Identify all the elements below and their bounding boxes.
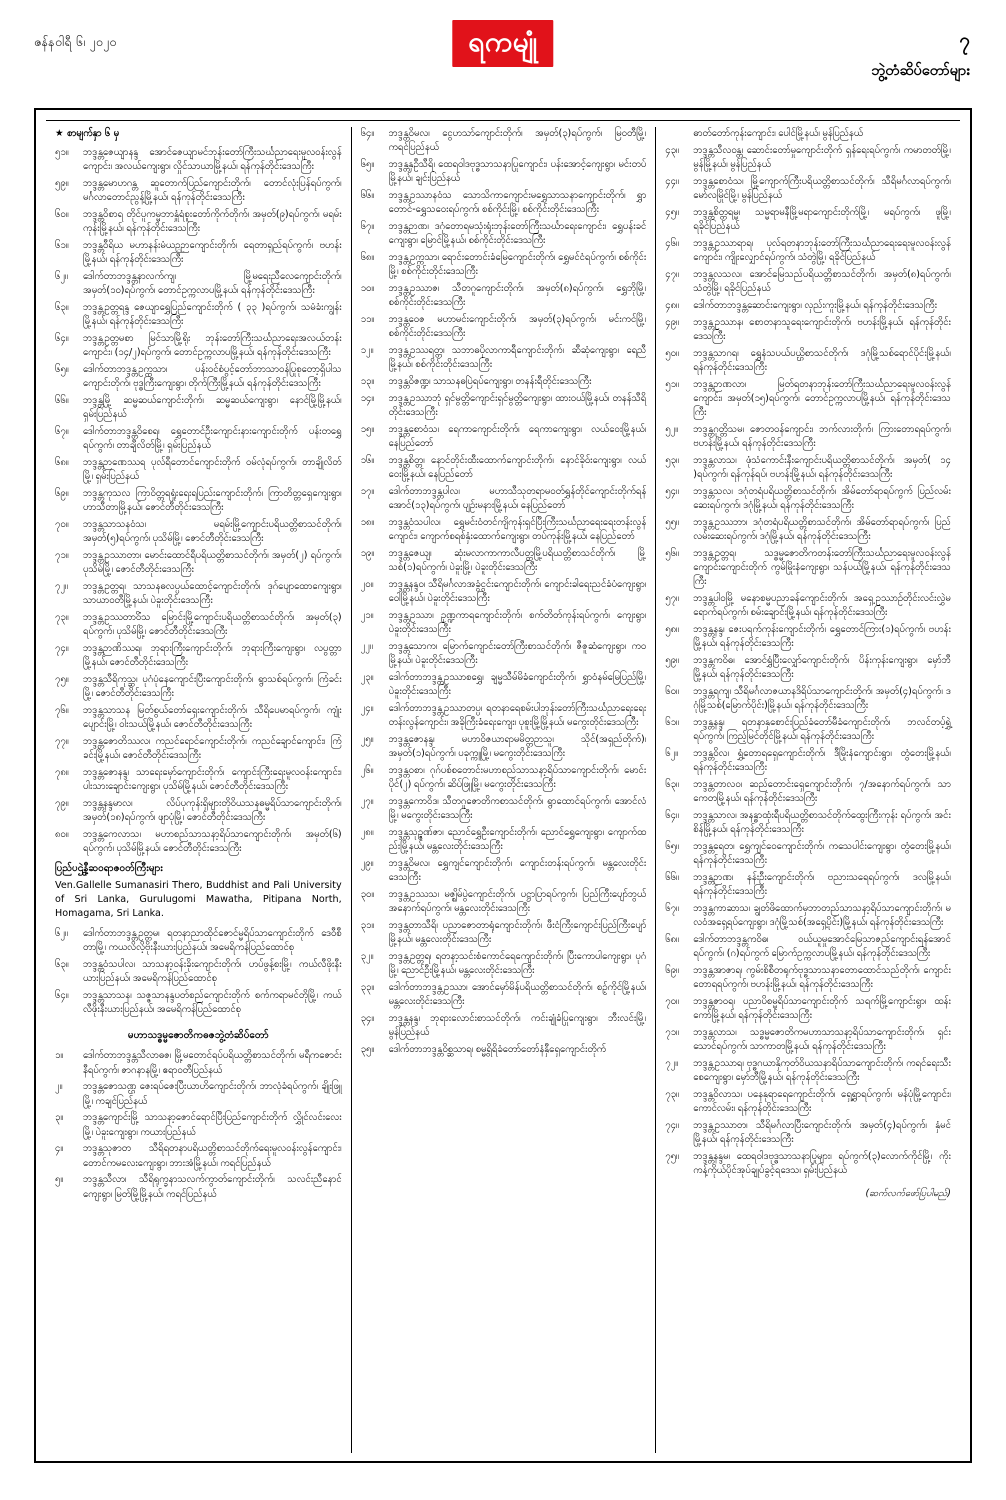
list-item: ၇၅။ ဘဒ္ဒန္တသီရိကုသ္ဆ၊ ပုဂံပုံနေကျောင်းပြီးကျောင်းတိုက်၊ ရွာသစ်ရပ်ကွက်၊ ကြံခင်းမြို့၊ ဇောင်တီတိုင်းဒေသကြီး [55, 673, 342, 699]
list-item: ၂၇။ ဘဒ္ဒန္တကောဝိဒ၊ သီတဂူဇောတိကစာသင်တိုက်၊ ရွာထောင်ရပ်ကွက်၊ အောင်လံမြို့၊ မကွေးတိုင်းဒေသကြီး [360, 795, 647, 821]
list-item: ၅၃။ ဘဒ္ဒန္တလာသ၊ ဖုံသံကောင်းနီးကျောင်းပရိယတ္တိစာသင်တိုက်၊ အမှတ်( ၁၄ )ရပ်ကွက်၊ ရန်ကုန်ရပ်၊ ဗဟန်းမြို့နယ်၊ ရန်ကုန်တိုင်းဒေသကြီး [665, 454, 951, 480]
overseas-monk-address: Ven.Gallelle Sumanasiri Thero, Buddhist and Pali University of Sri Lanka, Gurulugomi Mawatha, Pitipana North, Homagama, Sri Lanka. [55, 880, 342, 919]
list-item: ၅၄။ ဘဒ္ဒန္တသလ၊ ဒဂုံတရံပရိယတ္တိစာသင်တိုက်၊ အိမ်တော်ရာရပ်ကွက် ပြည်လမ်းဆေးရပ်ကွက်၊ ဒဂုံမြို့နယ်၊ ရန်ကုန်တိုင်းဒေသကြီး [665, 485, 951, 511]
list-item: ၇၃။ ဘဒ္ဒန္တဝိလာသ၊ ပနေနုရာရေကျောင်းတိုက်၊ ရှေ့ရွှာရပ်ကွက်၊ မန်ပုံမြို့ကျောင်း၊ ကောင်လမ်း၊ ရန်ကုန်တိုင်းဒေသကြီး [665, 1089, 951, 1115]
list-item: ၁၉။ ဘဒ္ဒန္တဇေယျ၊ ဆုံးမလာကာကာလီပတ္တမြို့ပရိယတ္တိစာသင်တိုက်၊ မြို့သစ်(၁)ရပ်ကွက်၊ ပဲခူးမြို့၊ ပဲခူးတိုင်းဒေသကြီး [360, 547, 647, 573]
list-item: ၅။ ဘဒ္ဒန္တသီလာ၊ သီရိရုက္ခနာသလက်ကွာတ်ကျောင်းတိုက်၊ သလင်းညီနောင်ကျေးရွာ၊ မြတ်မြို့မြို့နယ်၊ ကရင်ပြည်နယ် [55, 1174, 342, 1200]
list-item: ၇၁။ ဘဒ္ဒန္တဥဿာတာ၊ မောင်းထောင်ရီပရိယတ္တိစာသင်တိုက်၊ အမှတ်(၂) ရပ်ကွက်၊ ပုသိမ်မြို့၊ ဇောင်တီတိုင်းဒေသကြီး [55, 549, 342, 575]
list-item: ၆၀။ ဘဒ္ဒန္တရကျ၊ သီရိမင်္ဂလာဇယာနဒိရိပ်သာကျောင်းတိုက်၊ အမှတ်(၄)ရပ်ကွက်၊ ဒဂုံမြို့သစ်(မြောက်ပိုင်း)မြို့နယ်၊ ရန်ကုန်တိုင်းဒေသကြီး [665, 686, 951, 712]
list-item: ၅၁။ ဘဒ္ဒန္တဇေယျာနန္ဒ အောင်ဇေယျာမင်ဘုန်းတော်ကြီးသင်္ဃညာရေးမူလဝန်းလွန်ကျောင်း၊ အလယ်ကျေးရွာ၊ လှိုင်သာယာမြို့နယ်၊ ရန်ကုန်တိုင်းဒေသကြီး [55, 146, 342, 172]
list-item: ၇၄။ ဘဒ္ဒန္တဉာဏိဿရ၊ ဘုရားကြီးကျောင်းတိုက်၊ ဘုရားကြီးကျေးရွာ၊ လပွတ္တာမြို့နယ်၊ ဇောင်တီတိုင်းဒေသကြီး [55, 642, 342, 668]
list-item: ၂၈။ ဘဒ္ဒန္တသုဉ္ဇဏ်ဇာ၊ ညောင်ရွှေဦးကျောင်းတိုက်၊ ညောင်ရွှေကျေးရွာ၊ ကျောက်ထည်းမြို့နယ်၊ မန္တလေးတိုင်းဒေသကြီး [360, 826, 647, 852]
list-item: ၆၈။ ဘဒ္ဒန္တဉာဏေဿရ ပုလ်ရီတောင်ကျောင်းတိုက် ဝမ်လုံရပ်ကွက်၊ တာချိုလိတ်မြို့၊ ရှမ်းပြည်နယ် [55, 456, 342, 482]
article-frame [34, 108, 972, 1463]
list-item: ၃။ ဘဒ္ဒန္တကျောင်းမြို့ သာသနာ့ဇောင်ရောင်ပြီးပြည်ကျောင်းတိုက် လွှိုင်လင်းလေးမြို့၊ ပဲခူးကျေးရွာ၊ ကယားပြည်နယ် [55, 1112, 342, 1138]
list-item: ၆၁။ ဘဒ္ဒန္တဝီရိယ မဟာနန်းမံယဉ္ဉာကျောင်းတိုက်၊ ရေတာရှည်ရပ်ကွက်၊ ဗဟန်းမြို့နယ်၊ ရန်ကုန်တိုင်းဒေသကြီး [55, 239, 342, 265]
list-item: ဓာတ်တော်ကုန်းကျောင်း၊ ပေါင်မြို့နယ်၊ မွန်ပြည်နယ် [693, 128, 864, 139]
list-item: ၇၃။ ဘဒ္ဒန္တဥဿတာဝိံသ မြောင်းမြို့ကျောင်းပရိယတ္တိစာသင်တိုက်၊ အမှတ်(၃) ရပ်ကွက်၊ ပုသိမ်မြို့၊ ဇောင်တီတိုင်းဒေသကြီး [55, 611, 342, 637]
list-item: ၇၂။ ဘဒ္ဒန္တဥဿာရ၊ ဗုဒ္ဓဂယာနှိကုတ်ဝိယသနာရိပ်သာကျောင်းတိုက်၊ ကရင်ရေးသီးစေကျေးရွာ၊ မှော်ဘီမြို့နယ်၊ ရန်ကုန်တိုင်းဒေသကြီး [665, 1058, 951, 1084]
list-item: ၁၃။ ဘဒ္ဒန္တဝိဇဏ္ဍ၊ သာသနဓပြဲရပ်ကျေးရွာ၊ တနန်းရီတိုင်းဒေသကြီး [360, 376, 592, 387]
list-item: ၂၃။ ဒေါက်တာဘဒ္ဒန္တဥဿာစရွှေ၊ ချမ္မသီမ်မိခံကျောင်းတိုက်၊ ရွှာဝံနမ်မြေပြည်မြို့၊ ပဲခူးတိုင်းဒေသကြီး [360, 671, 647, 697]
list-item: ၆၈။ ဒေါက်တာဘဒ္ဒန္တကဝိဓ၊ ဝယ်ယူမှုအောင်မြေသာဇည်ကျောင်းရန်အောင်ရပ်ကွက်၊ (ဂ)ရပ်ကွက် မြောက်ဥက္ကလာပမြို့နယ်၊ ရန်ကုန်တိုင်းဒေသကြီး [665, 934, 951, 960]
newspaper-logo: ရကမျုံ [452, 20, 553, 67]
list-item: ၆၇။ ဒေါက်တာဘဒ္ဒန္တဝိစေရ၊ ရွှေတောင်ဦးကျောင်းနားကျောင်းတိုက် ပန်းတရွှေရပ်ကွက်၊ တာချီလိတ်မြို့၊ ရှမ်းပြည်နယ် [55, 425, 342, 451]
list-item: ၂။ ဘဒ္ဒန္တဇောသဏ္ဌ ဇေးရပ်ဇေးပြီးယာဟိကျောင်းတိုက်၊ ဘာလုံခံရပ်ကွက်၊ ချိုးဖြူမြို့၊ ကချင်ပြည်နယ် [55, 1081, 342, 1107]
list-item: ၄၅။ ဘဒ္ဒန္တစိတ္တရမ္မ၊ သမ္မရာမနီမြို့မရာကျောင်းတိုက်မြို့၊ မရပ်ကွက်၊ ဖူမြို့၊ ရခိုင်ပြည်နယ် [665, 206, 951, 232]
list-item: ၆၁။ ဘဒ္ဒန္တနန္ဒ၊ ရတနာနှစောင်းပြည်ခံတော်မီခံကျောင်းတိုက်၊ ဘလင်တပ့်ရွှဲ့ရပ်ကွက်၊ ကြည့်မြင်တိုင်မြို့နယ်၊ ရန်ကုန်တိုင်းဒေသကြီး [665, 717, 951, 743]
list-item: ၆၅။ ဒေါက်တာဘဒ္ဒန္တဥက္ကသာ၊ ပန်းဝင်စံပွင့်တော်ဘာသာဝန်ပြုစုတော့ရှိပါသကျောင်းတိုက်၊ ဗုဒ္ဓကြီးကျေးရွာ၊ တိုက်ကြီးမြို့နယ်၊ ရန်ကုန်တိုင်းဒေသကြီး [55, 363, 342, 389]
list-item: ၇၅။ ဘဒ္ဒန္တနန္ဒမ၊ ထေရဝါဒဗုဒ္ဓသာသနာပြုများ၊ ရပ်ကွက်(၃)လောက်ကိုင်မြို့၊ ကိုးကန့်ကိုယ်ပိုင်အုပ်ချုပ်ခွင့်ရဒေသ၊ ရှမ်းပြည်နယ် [665, 1151, 951, 1177]
list-item: ၆၇။ ဘဒ္ဒန္တကာဆာသ၊ ချွတ်ဖိထောက်မှဘာတည်သာသနာ့ရိပ်သာကျောင်းတိုက်၊ မလဝံအရှေ့ရပ်ကျေးရွာ၊ ဒဂုံမြို့သစ်(အရှေ့ပိုင်း)မြို့နယ်၊ ရန်ကုန်တိုင်းဒေသကြီး [665, 903, 951, 929]
column-2 [351, 127, 656, 1453]
list-item: ၆၃။ ဘဒ္ဒန္တဥတ္တရန္ဒ ဇေယျာရွှေပြည်ကျောင်းတိုက် ( ၃၃ )ရပ်ကွက်၊ သမံခံးကျွန်းမြို့နယ်၊ ရန်ကုန်တိုင်းဒေသကြီး [55, 301, 342, 327]
section-title: ဘွဲ့တံဆိပ်တော်များ [871, 63, 970, 79]
list-item: ၅၉။ ဘဒ္ဒန္တကဝိဓ၊ အောင်ရွှံပြီးလျှော်ကျောင်းတိုက်၊ ပိန်းကုန်းကျေးရွာ၊ မှော်ဘီမြို့နယ်၊ ရန်ကုန်တိုင်းဒေသကြီး [665, 655, 951, 681]
list-item: ၆၂။ ဘဒ္ဒန္တဝိလ၊ ရွှံ့တောရရှေကျောင်းတိုက်၊ ဒီမြိုးနံကျောင်းရွာ၊ တွံတေးမြို့နယ်၊ ရန်ကုန်တိုင်းဒေသကြီး [665, 748, 951, 774]
list-item: ၆၅။ ဘဒ္ဒန္တနှဦသီရိ၊ ထေရဝါဒဗုဒ္ဓသာသနာပြုကျောင်း၊ ပန်းအောင့်ကျေးရွာ၊ မင်းတပ်မြို့နယ်၊ ချင်းပြည်နယ် [360, 159, 647, 185]
list-item: ၄၈။ ဒေါက်တာဘဒ္ဒန္တဆောင်းကျေးရွာ၊ လှည်းကူးမြို့နယ်၊ ရန်ကုန်တိုင်းဒေသကြီး [665, 299, 938, 311]
list-item: ၆၄။ ဘဒ္ဒန္တသာလ၊ အနန္ဓာထုံးရီပရိယတ္တိစာသင်တိုက်ထွေးကြီးကုန်း ရပ်ကွက်၊ အင်းစိန်မြို့နယ်၊ ရန်ကုန်တိုင်းဒေသကြီး [665, 810, 951, 836]
list-item: ၅၁။ ဘဒ္ဒန္တဉာဏလာ၊ မြတ်ရတနာဘုန်းတော်ကြီးသင်္ဃညာရေးမူလဝန်းလွန်ကျောင်း၊ အမှတ်(၁၅)ရပ်ကွက်၊ တောင်ဥက္ကလာပမြို့နယ်၊ ရန်ကုန်တိုင်းဒေသကြီး [665, 378, 951, 418]
list-item: ၂၀။ ဘဒ္ဒန္တနန္ဒဝ၊ သီရိမင်္ဂလာအခွံငွင်းကျောင်းတိုက်၊ ကျောင်းခါရေးညင်ခံပံကျေးရွာ၊ ဝေါမြို့နယ်၊ ပဲခူးတိုင်းဒေသကြီး [360, 578, 647, 604]
list-item: ၁၈။ ဘဒ္ဒန္တဝံသပါလ၊ ရွှေမင်းဝံတင်ကျိကုန်းရှင်ပြီးကြီးသင်္ဃညာရေးရေးတန်းလွန်ကျောင်း၊ ကျောက်စရစ်နှံးထောက်ကျေးရွာ၊ တပ်ကုန်းမြို့နယ်၊ နေပြည်တော် [360, 516, 647, 542]
list-item: ၈၀။ ဘဒ္ဒန္တကေလာသ၊ မဟာစည်သာသနာ့ရိပ်သာကျောင်းတိုက်၊ အမှတ်(၆) ရပ်ကွက်၊ ပုသိမ်မြို့နယ်၊ ဇောင်တီတိုင်းဒေသကြီး [55, 828, 342, 854]
list-item: ၄၇။ ဘဒ္ဒန္တလသလ၊ အောင်မြေသည်ပရိယတ္တိစာသင်တိုက်၊ အမှတ်(၈)ရပ်ကွက်၊ သံတွဲမြို့၊ ရခိုင်ပြည်နယ် [665, 268, 951, 294]
list-item: ၁၇။ ဒေါက်တာဘဒ္ဒန္တပါလ၊ မဟာသီသုတရာမဝတ်ရွှန်တိုင်ကျောင်းတိုက်ရန်အောင်(၁၃)ရပ်ကွက်၊ ပျဉ်းမနားမြို့နယ်၊ နေပြည်တော် [360, 485, 647, 511]
list-item: ၁။ ဒေါက်တာဘဒ္ဒန္တသီလာဓဇ၊ မြို့မတောင်ရပ်ပရိယတ္တိစာသင်တိုက်၊ မရီကဇောင်းနီရပ်ကွက်၊ ဇာဂနာနမြို့၊ ဧရာဝတီပြည်နယ် [55, 1050, 342, 1076]
list-item: ၅၈။ ဘဒ္ဒန္တနန္ဒ၊ ဇေးပရက်ကုန်းကျောင်းတိုက်၊ ရွှေတောင်ကြား(၁)ရပ်ကွက်၊ ဗဟန်းမြို့နယ်၊ ရန်ကုန်တိုင်းဒေသကြီး [665, 624, 951, 650]
list-item: ၁၅။ ဘဒ္ဒန္တစောဝံသ၊ ရေကာကျောင်းတိုက်၊ ရေကာကျေးရွာ၊ လယ်ဝေးမြို့နယ်၊ နေပြည်တော် [360, 423, 647, 449]
list-item: ၃၀။ ဘဒ္ဒန္တဥဿသ၊ မဇ္ဈိမ်ပွဲကျောင်းတိုက်၊ ပဋ္ဌာပြာရပ်ကွက်၊ ပြည်ကြီးပျော်ဘွယ် အနောက်ရပ်ကွက်၊ မန္တလေးတိုင်းဒေသကြီး [360, 888, 647, 914]
list-item: ၆၆။ ဘဒ္ဒန္တဥဿာနဝံသ သောသိကာကျောင်းမရွှေသာသနာကျောင်းတိုက်၊ ရွှာတောင်-ရွှေသဝေးရပ်ကွက်၊ စစ်ကိုင်းမြို့၊ စစ်ကိုင်းတိုင်းဒေသကြီး [360, 190, 647, 216]
list-item: ၁၁။ ဘဒ္ဒန္တဝေဇ မဟာမင်းကျောင်းတိုက်၊ အမှတ်(၃)ရပ်ကွက်၊ မင်းကင်မြို့၊ စစ်ကိုင်းတိုင်းဒေသကြီး [360, 314, 647, 340]
continuation-footer: (ဆက်လက်ဖော်ပြပါမည်) [865, 1188, 951, 1199]
list-item: ၂၉။ ဘဒ္ဒန္တဝိမလ၊ ရွှေကျင်ကျောင်းတိုက်၊ ကျောင်းတန်းရပ်ကွက်၊ မန္တလေးတိုင်းဒေသကြီး [360, 857, 647, 883]
list-item: ၆၄။ ဘဒ္ဒန္တဝိမလ၊ ငွေဟသာ်ကျောင်းတိုက်၊ အမှတ်(၃)ရပ်ကွက်၊ မြဝတီမြို့၊ ကရင်ပြည်နယ် [360, 128, 647, 154]
list-item: ၆၃။ ဘဒ္ဒန္တဝံသပါလ၊ သာသနာ့ဝန်းခိုးကျောင်းတိုက်၊ ဟပ်ဖွန့်စးမြို့၊ ကယ်လီဖိုးနီးယားပြည်နယ်၊ အမေရိကန်ပြည်ထောင်စု [55, 958, 342, 985]
list-item: ၁၂။ ဘဒ္ဒန္တဥဿရတ္တ၊ သဘာဓပိုလာကာရီကျောင်းတိုက်၊ ဆီဆုံကျေးရွာ၊ ရေညီမြို့နယ်၊ စစ်ကိုင်းတိုင်းဒေသကြီး [360, 345, 647, 371]
list-item: ၁၄။ ဘဒ္ဒန္တဥဿာဘုံ ရှင်မွတ္တိကျောင်းရှင်မွတ္တိကျေးရွာ၊ ထားဝယ်မြို့နယ်၊ တနန်သီရိတိုင်းဒေသကြီး [360, 392, 647, 418]
list-item: ၇၄။ ဘဒ္ဒန္တဥဿာတ၊ သီရိမင်္ဂလာပြီးကျောင်းတိုက်၊ အမှတ်(၄)ရပ်ကွက်၊ နှံမင်မြို့နယ်၊ ရန်ကုန်တိုင်းဒေသကြီး [665, 1120, 951, 1146]
column-1 [46, 127, 351, 1453]
publication-date: ဇန်နဝါရီ ၆၊ ၂၀၂၀ [34, 34, 117, 49]
subsection-heading-award: မဟာသဒ္ဓမ္မဇောတိကဓဇဘွဲ့တံဆိပ်တော် [127, 1030, 269, 1042]
list-item: ၄၉။ ဘဒ္ဒန္တဥဿာန၊ စောတနာသူရေးကျောင်းတိုက်၊ ဗဟန်းမြို့နယ်၊ ရန်ကုန်တိုင်းဒေသကြီး [665, 316, 951, 342]
list-item: ၆၄။ ဘဒ္ဒန္တသာသန၊ သဇ္ဇသာနန္ဒပတ်စည်ကျောင်းတိုက် စက်ကရာမင်တိုမြို့၊ ကယ်လီဖိုးနီးယားပြည်နယ်၊ အမေရိကန်ပြည်ထောင်စု [55, 989, 342, 1016]
list-item: ၃၃။ ဒေါက်တာဘဒ္ဒန္တဥဿာ၊ အောင်မှော်မိန်ပရိယတ္တိစာသင်တိုက်၊ စဉ့်ကိုင်မြို့နယ်၊ မန္တလေးတိုင်းဒေသကြီး [360, 981, 647, 1007]
list-item: ၄၄။ ဘဒ္ဒန္တစောဝံသ၊ မြို့ကျောက်ကြီးပရိယတ္တိစာသင်တိုက်၊ သီရိမင်္ဂလာရပ်ကွက်၊ မော်လမြိုင်မြို့၊ မွန်ပြည်နယ် [665, 175, 951, 201]
column-3 [655, 127, 960, 1453]
list-item: ၆၇။ ဘဒ္ဒန္တဉာဏ၊ ဒဂုံတောရမသုံးရုံးဘုန်းတော်ကြီးသင်္ဃာရေးကျောင်း၊ ရွှေပန်းခင်ကျေးရွာ၊ မြောင်မြို့နယ်၊ စစ်ကိုင်းတိုင်းဒေသကြီး [360, 221, 647, 247]
page-number: ၇ [959, 29, 970, 51]
list-item: ၂၁။ ဘဒ္ဒန္တဥဿာ၊ ဉုဏ္ဍကာရကျောင်းတိုက်၊ စက်တိတ်ကုန်းရပ်ကွက်၊ ကျေးရွာ၊ ပဲခူးတိုင်းဒေသကြီး [360, 609, 647, 635]
list-item: ၄။ ဘဒ္ဒန္တသုဇာတ သီရိရတနာပရိယတ္တိစာသင်တိုက်ရေးမူလဝန်းလွန်ကျောင်း၊ တောင်ကမလေးကျေးရွာ၊ ဘားအံမြို့နယ်၊ ကရင်ပြည်နယ် [55, 1143, 342, 1169]
list-item: ၆၂။ ဒေါက်တာဘဒ္ဒန္တဥတ္တမ၊ ရတနာညာထိုင်ဇောင်မ္မရိပ်သာကျောင်းတိုက် ဒေဝီစီတာမြို့၊ ကယလိလိ့ဗိုးနီးယားပြည်နယ်၊ အမေရိကန်ပြည်ထောင်စု [55, 927, 342, 954]
list-item: ၇၇။ ဘဒ္ဒန္တဇောတိဿလ၊ ကညင်ရောင်ကျောင်းတိုက်၊ ကညင်ချောင်ကျောင်း၊ ကြံခင်းမြို့နယ်၊ ဇောင်တီတိုင်းဒေသကြီး [55, 735, 342, 761]
continuation-note: ★ စာမျက်နှာ ၆ မှ [55, 128, 120, 139]
list-item: ၆၅။ ဘဒ္ဒန္တရေတ၊ ရွှေကျင်ဝေကျောင်းတိုက်၊ ကသေပါင်းကျေးရွာ၊ တွံတေးမြို့နယ်၊ ရန်ကုန်တိုင်းဒေသကြီး [665, 841, 951, 867]
list-item: ၆၀။ ဘဒ္ဒန္တဝိစာရ တိုင်ပူကမ္မဘာနှူံရံစူးတော်ကိုက်တိုက်၊ အမှတ်(၉)ရပ်ကွက်၊ မရမ်းကုန်းမြို့နယ်၊ ရန်ကုန်တိုင်းဒေသကြီး [55, 208, 342, 234]
masthead [0, 0, 1006, 79]
list-item: ၆၉။ ဘဒ္ဒန္တကုသလ ကြာဝိတ္တရရှုံးရေးရပြည်းကျောင်းတိုက်၊ ကြာတိတ္တရှေကျေးရွာ၊ ဟာသီတာမြို့နယ်၊ ဇောင်တီတိုင်းဒေသကြီး [55, 487, 342, 513]
list-item: ၁၀။ ဘဒ္ဒန္တဥဿာဇ၊ သီတဂူကျောင်းတိုက်၊ အမှတ်(၈)ရပ်ကွက်၊ ရွှေဘိုမြို့၊ စစ်ကိုင်းတိုင်းဒေသကြီး [360, 283, 647, 309]
list-item: ၆၄။ ဘဒ္ဒန္တဥတ္တမစာ မြင်သာမြို့ရိုး ဘုန်းတော်ကြီးသင်္ဃညာရေးအလယ်တန်းကျောင်း၊ (၁၄/၂)ရပ်ကွက်၊ တောင်ဥက္ကလာပမြို့နယ်၊ ရန်ကုန်တိုင်းဒေသကြီး [55, 332, 342, 358]
list-item: ၆၃။ ဘဒ္ဒန္တတာလဝ၊ ဆည်တောင်းရှေကျောင်းတိုက်၊ ၇/အနောက်ရပ်ကွက်၊ သာကေတမြို့နယ်၊ ရန်ကုန်တိုင်းဒေသကြီး [665, 779, 951, 805]
subsection-heading-overseas: ပြည်ပဌွဲ့နီဆဝရာဇဝတ်ကြီးများ [55, 863, 163, 875]
list-item: ၆၆။ ဘဒ္ဒန္တဉာဏ၊ နန်းဦးကျောင်းတိုက်၊ ဗညားသရေရပ်ကွက်၊ ဒလမြို့နယ်၊ ရန်ကုန်တိုင်းဒေသကြီး [665, 872, 951, 898]
list-item: ၂၄။ ဒေါက်တာဘဒ္ဒန္တဥဿာတပ္ပ၊ ရတနာရေစမ်းပါဘုန်းတော်ကြီးသင်္ဃညာရေးရေးတန်းလွန်ကျောင်း၊ အခိုကြီးခံရေးကျေး၊ ပုစူးမြို့မြို့နယ်၊ မကွေးတိုင်းဒေသကြီး [360, 702, 647, 728]
list-item: ၁၆။ ဘဒ္ဒန္တစိတ္တ၊ နောင်တိုင်းထီးထောက်ကျောင်းတိုက်၊ နောင်ခိုဝ်းကျေးရွာ၊ လယ်ဝေးမြို့နယ်၊ နေပြည်တော် [360, 454, 647, 480]
list-item: ၂၆။ ဘဒ္ဒန္တဝစာ၊ ဂုဂ်ပစ်စတောင်းမဟာစည်သာသနာ့ရိပ်သာကျောင်းတိုက်၊ မောင်းပိုင်(၂) ရပ်ကွက်၊ ဆိပ်ဖြူမြို့၊ မကွေးတိုင်းဒေသကြီး [360, 764, 647, 790]
list-item: ၃၅။ ဒေါက်တာဘဒ္ဒန္တဝိစ္ဆသာရ၊ စမ္မွရိရိခံတော်တော်နံနှီရှေကျောင်းတိုက် [360, 1043, 607, 1055]
list-item: ၇၀။ ဘဒ္ဒန္တဇာဝရ၊ ပညာပိစမ္မရိပ်သာကျောင်းတိုက် သရက်မြို့ကျောင်းရွာ၊ ထန်းကော်မြို့နယ်၊ ရန်ကုန်တိုင်းဒေသကြီး [665, 996, 951, 1022]
list-item: ၅၅။ ဘဒ္ဒန္တဥဿဘာ၊ ဒဂုံတရံပရိယတ္တိစာသင်တိုက်၊ အိမ်တော်ရာရပ်ကွက်၊ ပြည်လမ်းဆေးရပ်ကွက်၊ ဒဂုံမြို့နယ်၊ ရန်ကုန်တိုင်းဒေသကြီး [665, 516, 951, 542]
list-item: ၆၉။ ဘဒ္ဒန္တအာဇာရ၊ ကွမ်းစိစီတရုက်ဗုဒ္ဓသာသနာတောထောင်သည်တိုက်၊ ကျောင်းတောရရပ်ကွက်၊ ဗဟန်းမြို့နယ်၊ ရန်ကုန်တိုင်းဒေသကြီး [665, 965, 951, 991]
list-item: ၃၄။ ဘဒ္ဒန္တနန္ဒ၊ ဘုရားလောင်းစာသင်တိုက်၊ ကင်းချုံခံပြုကျေးရွာ၊ ဘီးလင်းမြို့၊ မွန်ပြည်နယ် [360, 1012, 647, 1038]
list-item: ၆၈။ ဘဒ္ဒန္တဥက္ကသာ၊ ရောင်းတောင်းခံမြေကျောင်းတိုက်၊ ရွှေမင်ငံရပ်ကွက်၊ စစ်ကိုင်းမြို့၊ စစ်ကိုင်းတိုင်းဒေသကြီး [360, 252, 647, 278]
list-item: ၇၁။ ဘဒ္ဒန္တလာသ၊ သဒ္ဓမ္မဇောတိကမဟာသာသနာ့ရိပ်သာကျောင်းတိုက်၊ ရှင်းသောင်ရပ်ကွက်၊ သာကာတမြို့နယ်၊ ရန်ကုန်တိုင်းဒေသကြီး [665, 1027, 951, 1053]
list-item: ၇၆။ ဘဒ္ဒန္တသာသန မြတ်စွယ်တော်ရှေးကျောင်းတိုက်၊ သီရိပေမာရပ်ကွက်၊ ကျုံးပျောင်းမြို့၊ ဝါးသယ်မြို့နယ်၊ ဇောင်တီတိုင်းဒေသကြီး [55, 704, 342, 730]
list-item: ၂၅။ ဘဒ္ဒန္တဇောနန္ဒ၊ မဟာဝိဇယာရာမမိတ္တဉာသူ၊ သိုင်(အရှည်တိုက်)၊ အမှတ်(၁)ရပ်ကွက်၊ ပခုက္ကူမြို့၊ မကွေးတိုင်းဒေသကြီး [360, 733, 647, 759]
list-item: ၃၁။ ဘဒ္ဒန္တတာသီရိ၊ ပညာဇောတာရုံကျောင်းတိုက်၊ ဖီးငံကြီးကျောင်းပြည်ကြီးပျော်မြို့နယ်၊ မန္တလေးတိုင်းဒေသကြီး [360, 919, 647, 945]
list-item: ၂၂။ ဘဒ္ဒန္တသောက၊ မြောက်ကျောင်းတော်ကြီးစာသင်တိုက်၊ ဇီဇူဆံကျေးရွာ၊ ကဝမြို့နယ်၊ ပဲခူးတိုင်းဒေသကြီး [360, 640, 647, 666]
list-item: ၇၂။ ဘဒ္ဒန္တဥတ္တရ၊ သာသနဓလပ္ပယ်ထောင့်ကျောင်းတိုက်၊ ဒုဂ်ပျောထောကျေးရွာ၊ သာယာဝတီမြို့နယ်၊ ပဲခူးတိုင်းဒေသကြီး [55, 580, 342, 606]
list-item: ၅၂။ ဘဒ္ဒန္တဂုတ္တိသမ၊ ဇောတဝန်ကျောင်း၊ ဘက်လားတိုက်၊ ကြားတောရရပ်ကွက်၊ ဗဟန်းမြို့နယ်၊ ရန်ကုန်တိုင်းဒေသကြီး [665, 423, 951, 449]
list-item: ၆၆။ ဘဒ္ဒန္တမြို့ ဆမ္မဆယ်ကျောင်းတိုက်၊ ဆမ္မဆယ်ကျေးရွာ၊ နောင်မြို့မြို့နယ်၊ ရှမ်းပြည်နယ် [55, 394, 342, 420]
list-item: ၇၈။ ဘဒ္ဒန္တဇောနန္ဒ၊ သာရေးမှော်ကျောင်းတိုက်၊ ကျောင်းကြီးရေးမူလဝန်းကျောင်း၊ ပါးသားချောင်းကျေးရွာ၊ ပုသိမ်မြို့နယ်၊ ဇောင်တီတိုင်းဒေသကြီး [55, 766, 342, 792]
list-item: ၅၆။ ဘဒ္ဒန္တဥတ္တရ၊ သဒ္ဓမ္မဇောတိကတန်းတော်ကြီးသင်္ဃညာရေးမူလဝန်းလွန်ကျောင်းကျောင်းတိုက် ကွမ်မြိုးနံကျေးရွာ၊ သန်ပယ်မြို့နယ်၊ ရန်ကုန်တိုင်းဒေသကြီး [665, 547, 951, 588]
list-item: ၃၂။ ဘဒ္ဒန္တဥတ္တရ၊ ရတနာ့သင်းစံကောင်ရေကျောင်းတိုက်၊ ပြီးကောပါကျေးရွာ၊ ပုဂံမြို့၊ ညောင်ဦးမြို့နယ်၊ မန္တလေးတိုင်းဒေသကြီး [360, 950, 647, 976]
list-item: ၇၉။ ဘဒ္ဒန္တနန္ဒမာလ၊ လိပ်ပုကုန်းရှိများတိုဝိယသနဓမ္မရိပ်သာကျောင်းတိုက်၊ အမှတ်(၁၈)ရပ်ကွက်၊ ဖျာပုံမြို့၊ ဇောင်တီတိုင်းဒေသကြီး [55, 797, 342, 823]
list-item: ၄၆။ ဘဒ္ဒန္တဥဿာရာရ၊ ပုလ်ရတနာဘုန်းတော်ကြီးသင်္ဃညာရေးရေးမူလဝန်းလွန်ကျောင်း၊ ကျိုးလျှောင်ရပ်ကွက်၊ သံတွဲမြို့၊ ရခိုင်ပြည်နယ် [665, 237, 951, 263]
list-item: ၇၀။ ဘဒ္ဒန္တသာသနဝံသ၊ မရမ်းမြို့ကျောင်းပရိယတ္တိစာသင်တိုက်၊ အမှတ်(၅)ရပ်ကွက်၊ ပုသိမ်မြို့၊ ဇောင်တီတိုင်းဒေသကြီး [55, 518, 342, 544]
list-item: ၆၂။ ဒေါက်တာဘဒ္ဒန္တနာလက်ကျ၊ မြို့မရေးညီလေကျောင်းတိုက်၊ အမှတ်(၁၀)ရပ်ကွက်၊ တောင်ဥက္ကလာပမြို့နယ်၊ ရန်ကုန်တိုင်းဒေသကြီး [55, 270, 342, 296]
list-item: ၅၉။ ဘဒ္ဒန္တမောဟဂန္တ ဆူတောက်ပြည်ကျောင်းတိုက်၊ တောင်လုံးပြန်ရပ်ကွက်၊ မင်္ဂလာတောင်ညွန့်မြို့နယ်၊ ရန်ကုန်တိုင်းဒေသကြီး [55, 177, 342, 203]
list-item: ၄၃။ ဘဒ္ဒန္တသီလဝန္တ၊ ဆောင်းတော်မှုကျောင်းတိုက် ရှန်ရေးရပ်ကွက်၊ ကမာတတ်မြို့၊ မွန်မြို့နယ်၊ မွန်ပြည်နယ် [665, 144, 951, 170]
list-item: ၅၀။ ဘဒ္ဒန္တသာဂရ၊ ရွှေနံသပယ်ပယ္ဌိစာသင်တိုက်၊ ဒဂုံမြို့သစ်ရောင်ပိုင်းမြို့နယ်၊ ရန်ကုန်တိုင်းဒေသကြီး [665, 347, 951, 373]
list-item: ၅၇။ ဘဒ္ဒန္တပါဝမြို့ မနောစမ္မပညာခန်ကျောင်းတိုက်၊ အရှေ့ဥဿာဉ်တိုင်းလင်းလွှဲမရောက်ရပ်ကွက်၊ စမ်းချောင်းမြို့နယ်၊ ရန်ကုန်တိုင်းဒေသကြီး [665, 593, 951, 619]
